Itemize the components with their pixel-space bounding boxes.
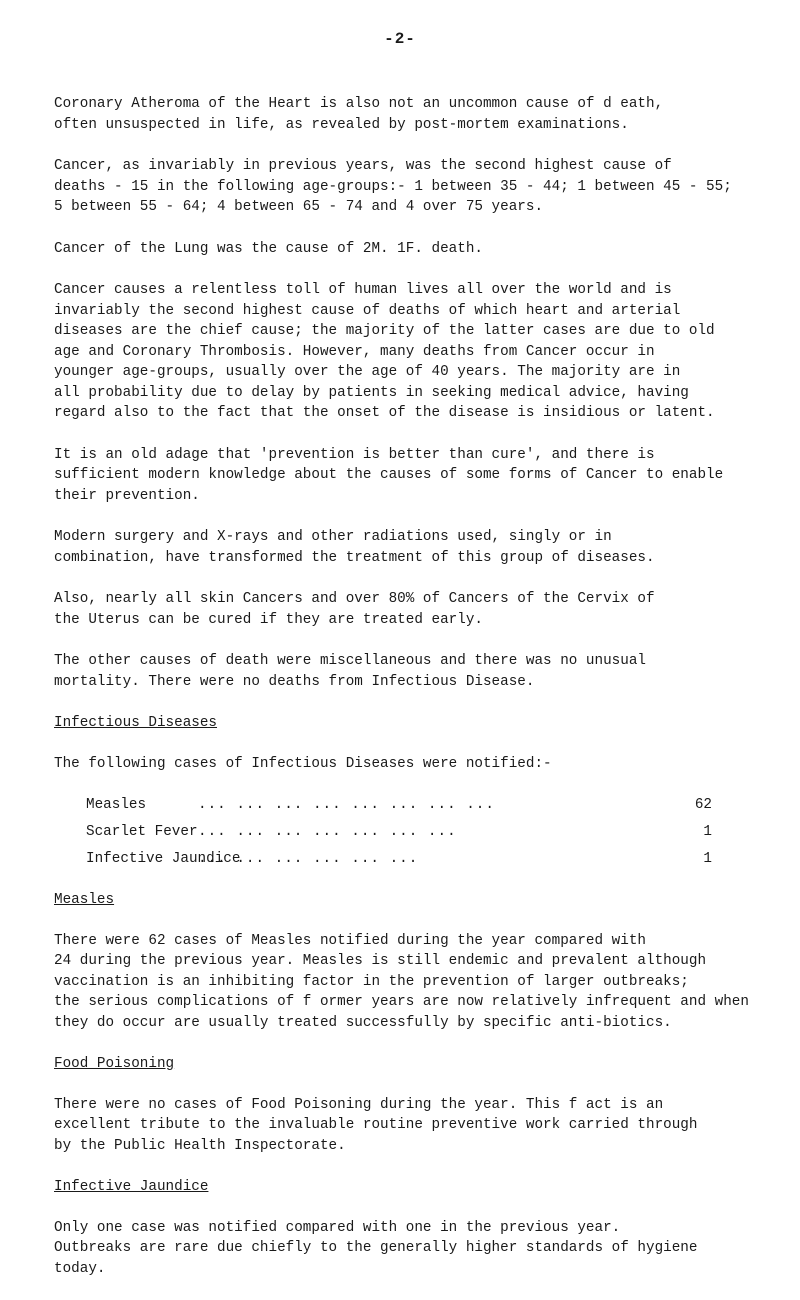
- heading-infective-jaundice: Infective Jaundice: [54, 1179, 209, 1195]
- heading-infectious-diseases: Infectious Diseases: [54, 715, 218, 731]
- paragraph-coronary-atheroma: Coronary Atheroma of the Heart is also not an uncommon cause of d eath, often unsuspected in life, as revealed by post-mortem examinations.: [54, 96, 664, 133]
- disease-name: Infective Jaundice: [86, 851, 241, 867]
- leader-dots: ... ... ... ... ... ... ...: [198, 824, 457, 840]
- heading-food-poisoning: Food Poisoning: [54, 1056, 175, 1072]
- notification-table: [86, 795, 712, 876]
- paragraph-food-poisoning: There were no cases of Food Poisoning during the year. This f act is an excellent tribute to the invaluable routine preventive work carried through by the Public Health Inspectorate.: [54, 1096, 698, 1154]
- case-count: 62: [694, 797, 712, 813]
- paragraph-lung-cancer: Cancer of the Lung was the cause of 2M. 1F. death.: [54, 240, 483, 257]
- table-row: [86, 795, 712, 822]
- document-body: [54, 94, 794, 1300]
- paragraph-other-causes: The other causes of death were miscellaneous and there was no unusual mortality. There were no deaths from Infectious Disease.: [54, 653, 646, 690]
- disease-name: Scarlet Fever: [86, 824, 198, 840]
- disease-name: Measles: [86, 797, 147, 813]
- paragraph-notified-intro: The following cases of Infectious Diseases were notified:-: [54, 755, 552, 772]
- heading-measles: Measles: [54, 892, 115, 908]
- paragraph-prevention: It is an old adage that 'prevention is better than cure', and there is sufficient modern knowledge about the causes of some forms of Cancer to enable their prevention.: [54, 446, 724, 504]
- table-row: [86, 822, 712, 849]
- leader-dots: ... ... ... ... ... ... ... ...: [198, 797, 495, 813]
- page-number: -2-: [384, 30, 416, 48]
- paragraph-infective-jaundice: Only one case was notified compared with one in the previous year. Outbreaks are rare due chiefly to the generally higher standards of hygiene today.: [54, 1219, 698, 1277]
- paragraph-skin-cancers: Also, nearly all skin Cancers and over 80% of Cancers of the Cervix of the Uterus can be cured if they are treated early.: [54, 591, 655, 628]
- paragraph-modern-surgery: Modern surgery and X-rays and other radiations used, singly or in combination, have transformed the treatment of this group of diseases.: [54, 529, 655, 566]
- paragraph-cancer-deaths: Cancer, as invariably in previous years, was the second highest cause of deaths - 15 in the following age-groups:- 1 between 35 - 44; 1 between 45 - 55; 5 between 55 - 64; 4 between 65 - 74 and 4 over 75 years.: [54, 158, 732, 215]
- paragraph-cancer-toll: Cancer causes a relentless toll of human lives all over the world and is invariably the second highest cause of deaths of which heart and arterial diseases are the chief cause; the majority of the latter cases are due to old age and Coronary Thrombosis. However, many deaths from Cancer occur in younger age-groups, usually over the age of 40 years. The majority are in all probability due to delay by patients in seeking medical advice, having regard also to the fact that the onset of the disease is insidious or latent.: [54, 282, 715, 421]
- case-count: 1: [703, 824, 712, 840]
- case-count: 1: [703, 851, 712, 867]
- paragraph-measles: There were 62 cases of Measles notified during the year compared with 24 during the previous year. Measles is still endemic and prevalent although vaccination is an inhibiting factor in the prevention of larger outbreaks; the serious complications of f ormer years are now relatively infrequent and when they do occur are usually treated successfully by specific anti-biotics.: [54, 932, 749, 1031]
- leader-dots: ... ... ... ... ... ...: [198, 851, 419, 867]
- table-row: [86, 849, 712, 876]
